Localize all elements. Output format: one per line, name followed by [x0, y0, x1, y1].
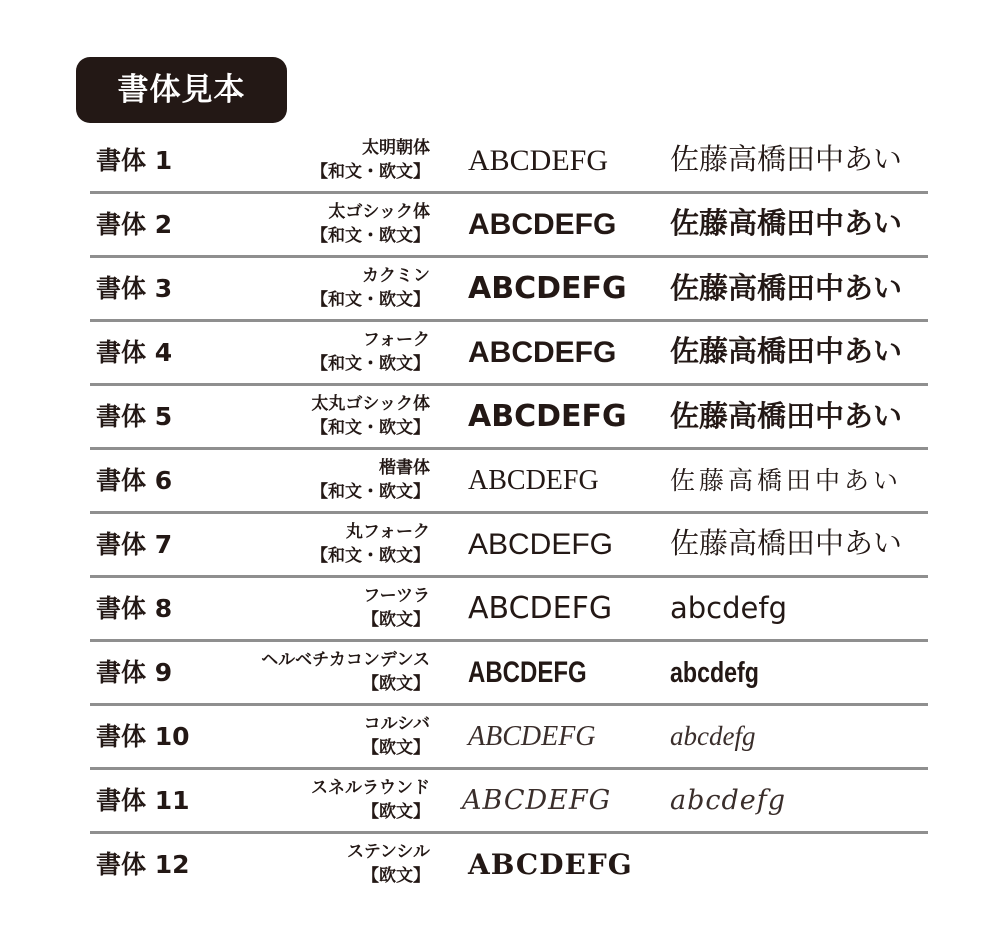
table-row [90, 642, 928, 706]
sample-second: 佐藤高橋田中あい [670, 466, 903, 495]
sample-latin: ABCDEFG [468, 144, 609, 177]
font-name: フーツラ 【欧文】 [362, 586, 430, 630]
font-name: 太明朝体 【和文・欧文】 [311, 138, 430, 182]
table-row [90, 770, 928, 834]
sample-second: abcdefg [670, 657, 759, 689]
page-title: 書体見本 [76, 57, 287, 123]
row-label: 書体 9 [96, 658, 173, 687]
sample-latin: ABCDEFG [468, 848, 633, 881]
row-label: 書体 7 [96, 530, 173, 559]
table-row [90, 578, 928, 642]
sample-latin: ABCDEFG [468, 656, 587, 689]
sample-latin: ABCDEFG [468, 271, 627, 306]
table-row [90, 258, 928, 322]
sample-latin: ABCDEFG [468, 336, 617, 369]
row-label: 書体 11 [96, 786, 190, 815]
sample-second: abcdefg [670, 721, 756, 751]
font-name: 楷書体 【和文・欧文】 [311, 458, 430, 502]
table-row [90, 514, 928, 578]
row-label: 書体 6 [96, 466, 173, 495]
row-label: 書体 12 [96, 850, 190, 879]
sample-latin: ABCDEFG [468, 721, 596, 752]
font-name: ヘルベチカコンデンス 【欧文】 [261, 650, 430, 694]
font-name: スネルラウンド 【欧文】 [311, 778, 430, 822]
font-sample-table [90, 130, 928, 898]
table-row [90, 322, 928, 386]
font-name: ステンシル 【欧文】 [347, 842, 430, 886]
sample-second: 佐藤高橋田中あい [670, 336, 903, 368]
table-row [90, 450, 928, 514]
row-label: 書体 8 [96, 594, 173, 623]
sample-latin: ABCDEFG [468, 591, 613, 626]
row-label: 書体 10 [96, 722, 190, 751]
font-name: 太ゴシック体 【和文・欧文】 [311, 202, 430, 246]
sample-latin: ABCDEFG [468, 399, 627, 434]
table-row [90, 706, 928, 770]
sample-second: 佐藤高橋田中あい [670, 399, 903, 433]
sample-second: 佐藤高橋田中あい [670, 271, 903, 305]
table-row [90, 386, 928, 450]
sample-latin: ABCDEFG [468, 208, 617, 241]
font-name: コルシバ 【欧文】 [362, 714, 430, 758]
table-row [90, 130, 928, 194]
sample-latin: ABCDEFG [462, 785, 612, 816]
row-label: 書体 4 [96, 338, 173, 367]
table-row [90, 194, 928, 258]
font-name: フォーク 【和文・欧文】 [311, 330, 430, 374]
sample-latin: ABCDEFG [468, 528, 614, 561]
row-label: 書体 1 [96, 146, 173, 175]
sample-second: abcdefg [670, 591, 787, 625]
row-label: 書体 5 [96, 402, 173, 431]
font-name: 丸フォーク 【和文・欧文】 [311, 522, 430, 566]
font-name: 太丸ゴシック体 【和文・欧文】 [311, 394, 430, 438]
sample-second: 佐藤高橋田中あい [670, 208, 903, 240]
sample-second: 佐藤高橋田中あい [670, 144, 903, 176]
table-row [90, 834, 928, 898]
sample-second: 佐藤高橋田中あい [670, 528, 903, 560]
row-label: 書体 3 [96, 274, 173, 303]
sample-second: abcdefg [670, 785, 787, 816]
sample-latin: ABCDEFG [468, 465, 599, 496]
row-label: 書体 2 [96, 210, 173, 239]
font-name: カクミン 【和文・欧文】 [311, 266, 430, 310]
